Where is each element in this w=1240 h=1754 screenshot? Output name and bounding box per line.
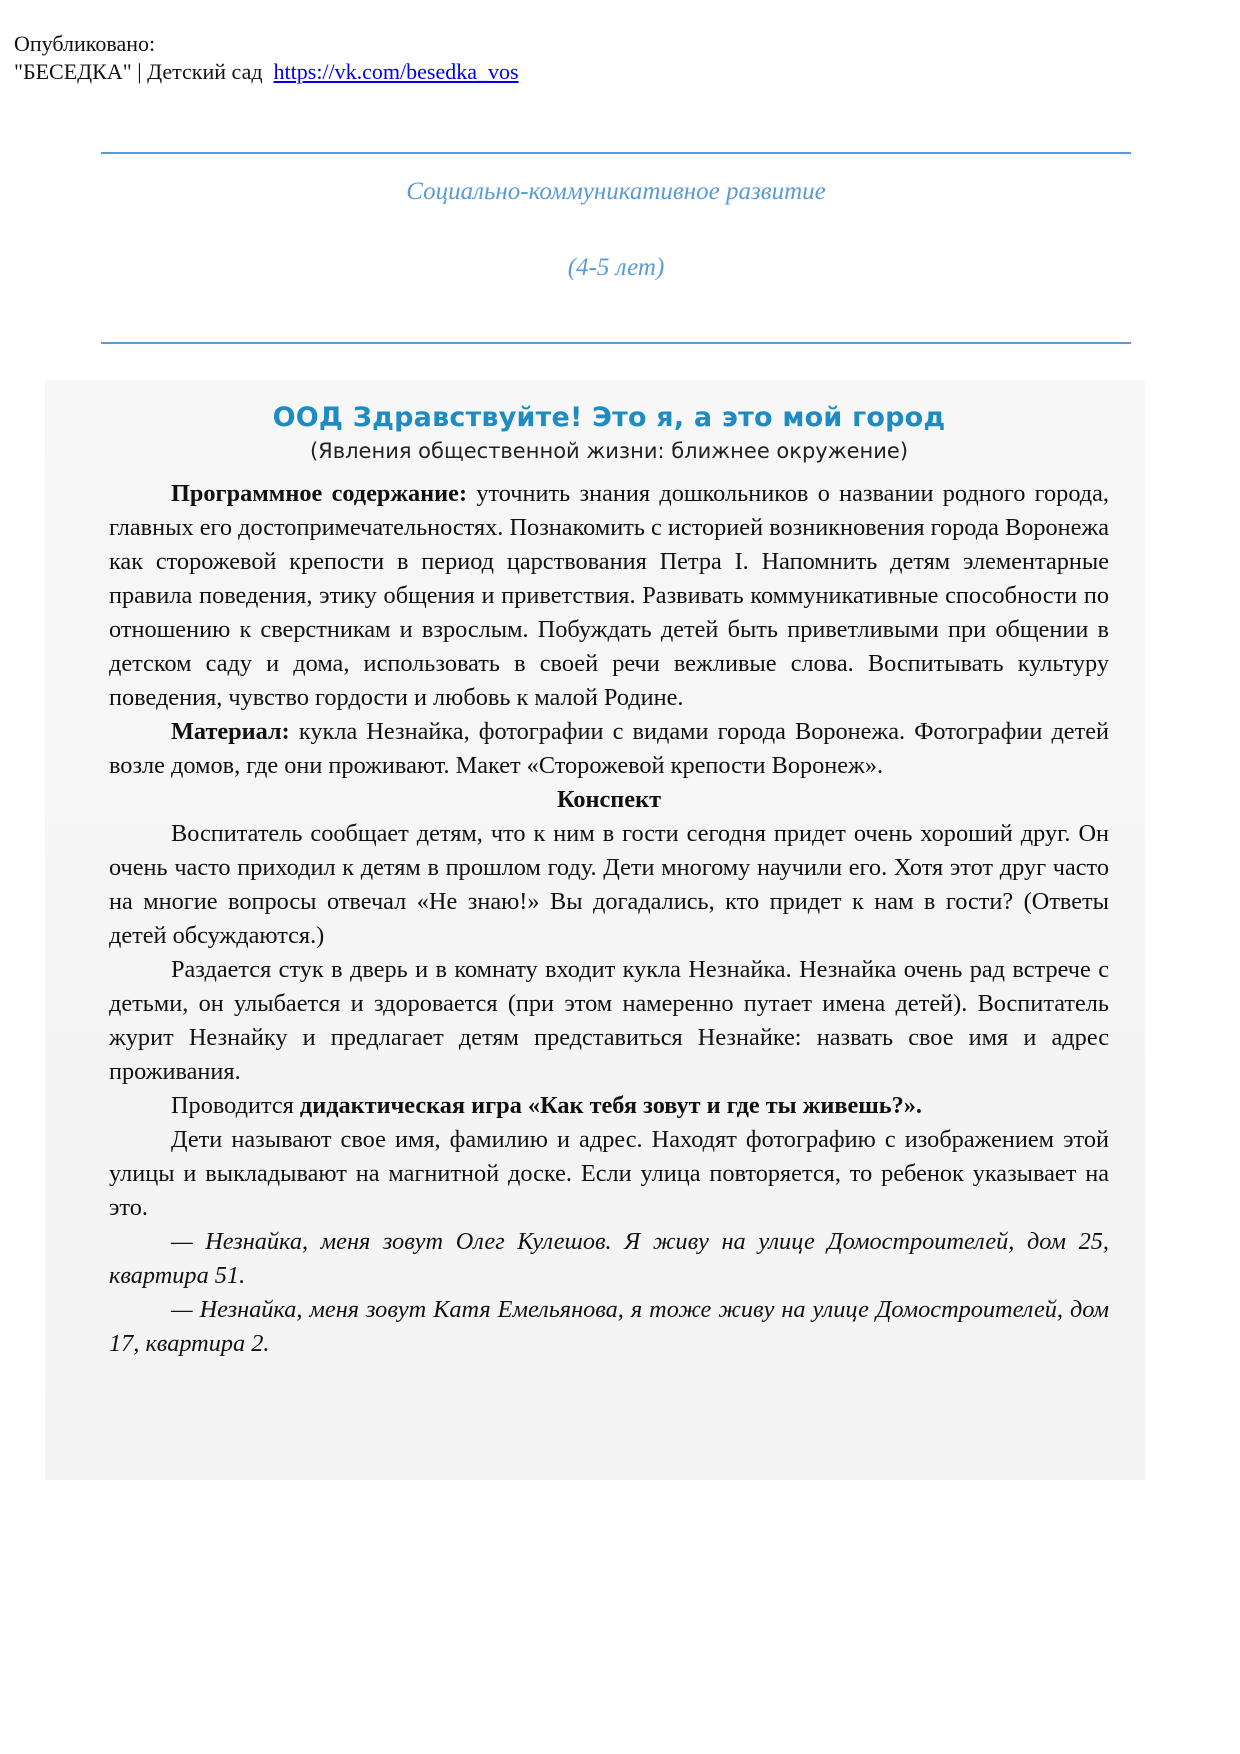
publication-info [14,30,519,86]
material-label: Материал: [171,718,290,745]
bottom-divider [101,342,1131,344]
program-label: Программное содержание: [171,480,468,507]
scanned-page [45,380,1145,1480]
top-divider [101,152,1131,154]
material-text: кукла Незнайка, фотографии с видами города Воронежа. Фотографии детей возле домов, где они проживают. Макет «Сторожевой крепости Воронеж». [109,718,1109,779]
dialog-1: — Незнайка, меня зовут Олег Кулешов. Я живу на улице Домостроителей, дом 25, квартира 51. [109,1228,1109,1289]
section-area: Социально-коммуникативное развитие [406,178,826,205]
game-prefix: Проводится [171,1092,300,1119]
scanned-content [109,380,1109,1361]
published-label: Опубликовано: [14,31,156,56]
material-paragraph [109,715,1109,783]
game-title: дидактическая игра «Как тебя зовут и где ты живешь?». [299,1092,922,1119]
section-age: (4-5 лет) [567,254,665,281]
paragraph-2: Раздается стук в дверь и в комнату входит кукла Незнайка. Незнайка очень рад встрече с детьми, он улыбается и здоровается (при этом намеренно путает имена детей). Воспитатель журит Незнайку и предлагает детям представиться Незнайке: назвать свое имя и адрес проживания. [109,956,1109,1085]
program-paragraph [109,477,1109,715]
document-body [109,477,1109,1361]
site-name: "БЕСЕДКА" | Детский сад [14,59,263,84]
site-line [14,58,519,86]
paragraph-3: Дети называют свое имя, фамилию и адрес. Находят фотографию с изображением этой улицы и выкладывают на магнитной доске. Если улица повторяется, то ребенок указывает на это. [109,1126,1109,1221]
dialog-2: — Незнайка, меня зовут Катя Емельянова, я тоже живу на улице Домостроителей, дом 17, квартира 2. [109,1296,1109,1357]
game-paragraph [109,1089,1109,1123]
document-title: ООД Здравствуйте! Это я, а это мой город [272,402,946,433]
program-text: уточнить знания дошкольников о названии родного города, главных его достопримечательностях. Познакомить с историей возникновения города Воронежа как сторожевой крепости в период царствования Петра I. Напомнить детям элементарные правила поведения, этику общения и приветствия. Развивать коммуникативные способности по отношению к сверстникам и взрослым. Побуждать детей быть приветливыми при общении в детском саду и дома, использовать в своей речи вежливые слова. Воспитывать культуру поведения, чувство гордости и любовь к малой Родине. [109,480,1109,711]
paragraph-1: Воспитатель сообщает детям, что к ним в гости сегодня придет очень хороший друг. Он очень часто приходил к детям в прошлом году. Дети многому научили его. Хотя этот друг часто на многие вопросы отвечал «Не знаю!» Вы догадались, кто придет к нам в гости? (Ответы детей обсуждаются.) [109,820,1109,949]
site-link[interactable]: https://vk.com/besedka_vos [273,59,519,84]
document-subtitle: (Явления общественной жизни: ближнее окружение) [309,439,909,463]
konspekt-heading: Конспект [556,786,662,813]
